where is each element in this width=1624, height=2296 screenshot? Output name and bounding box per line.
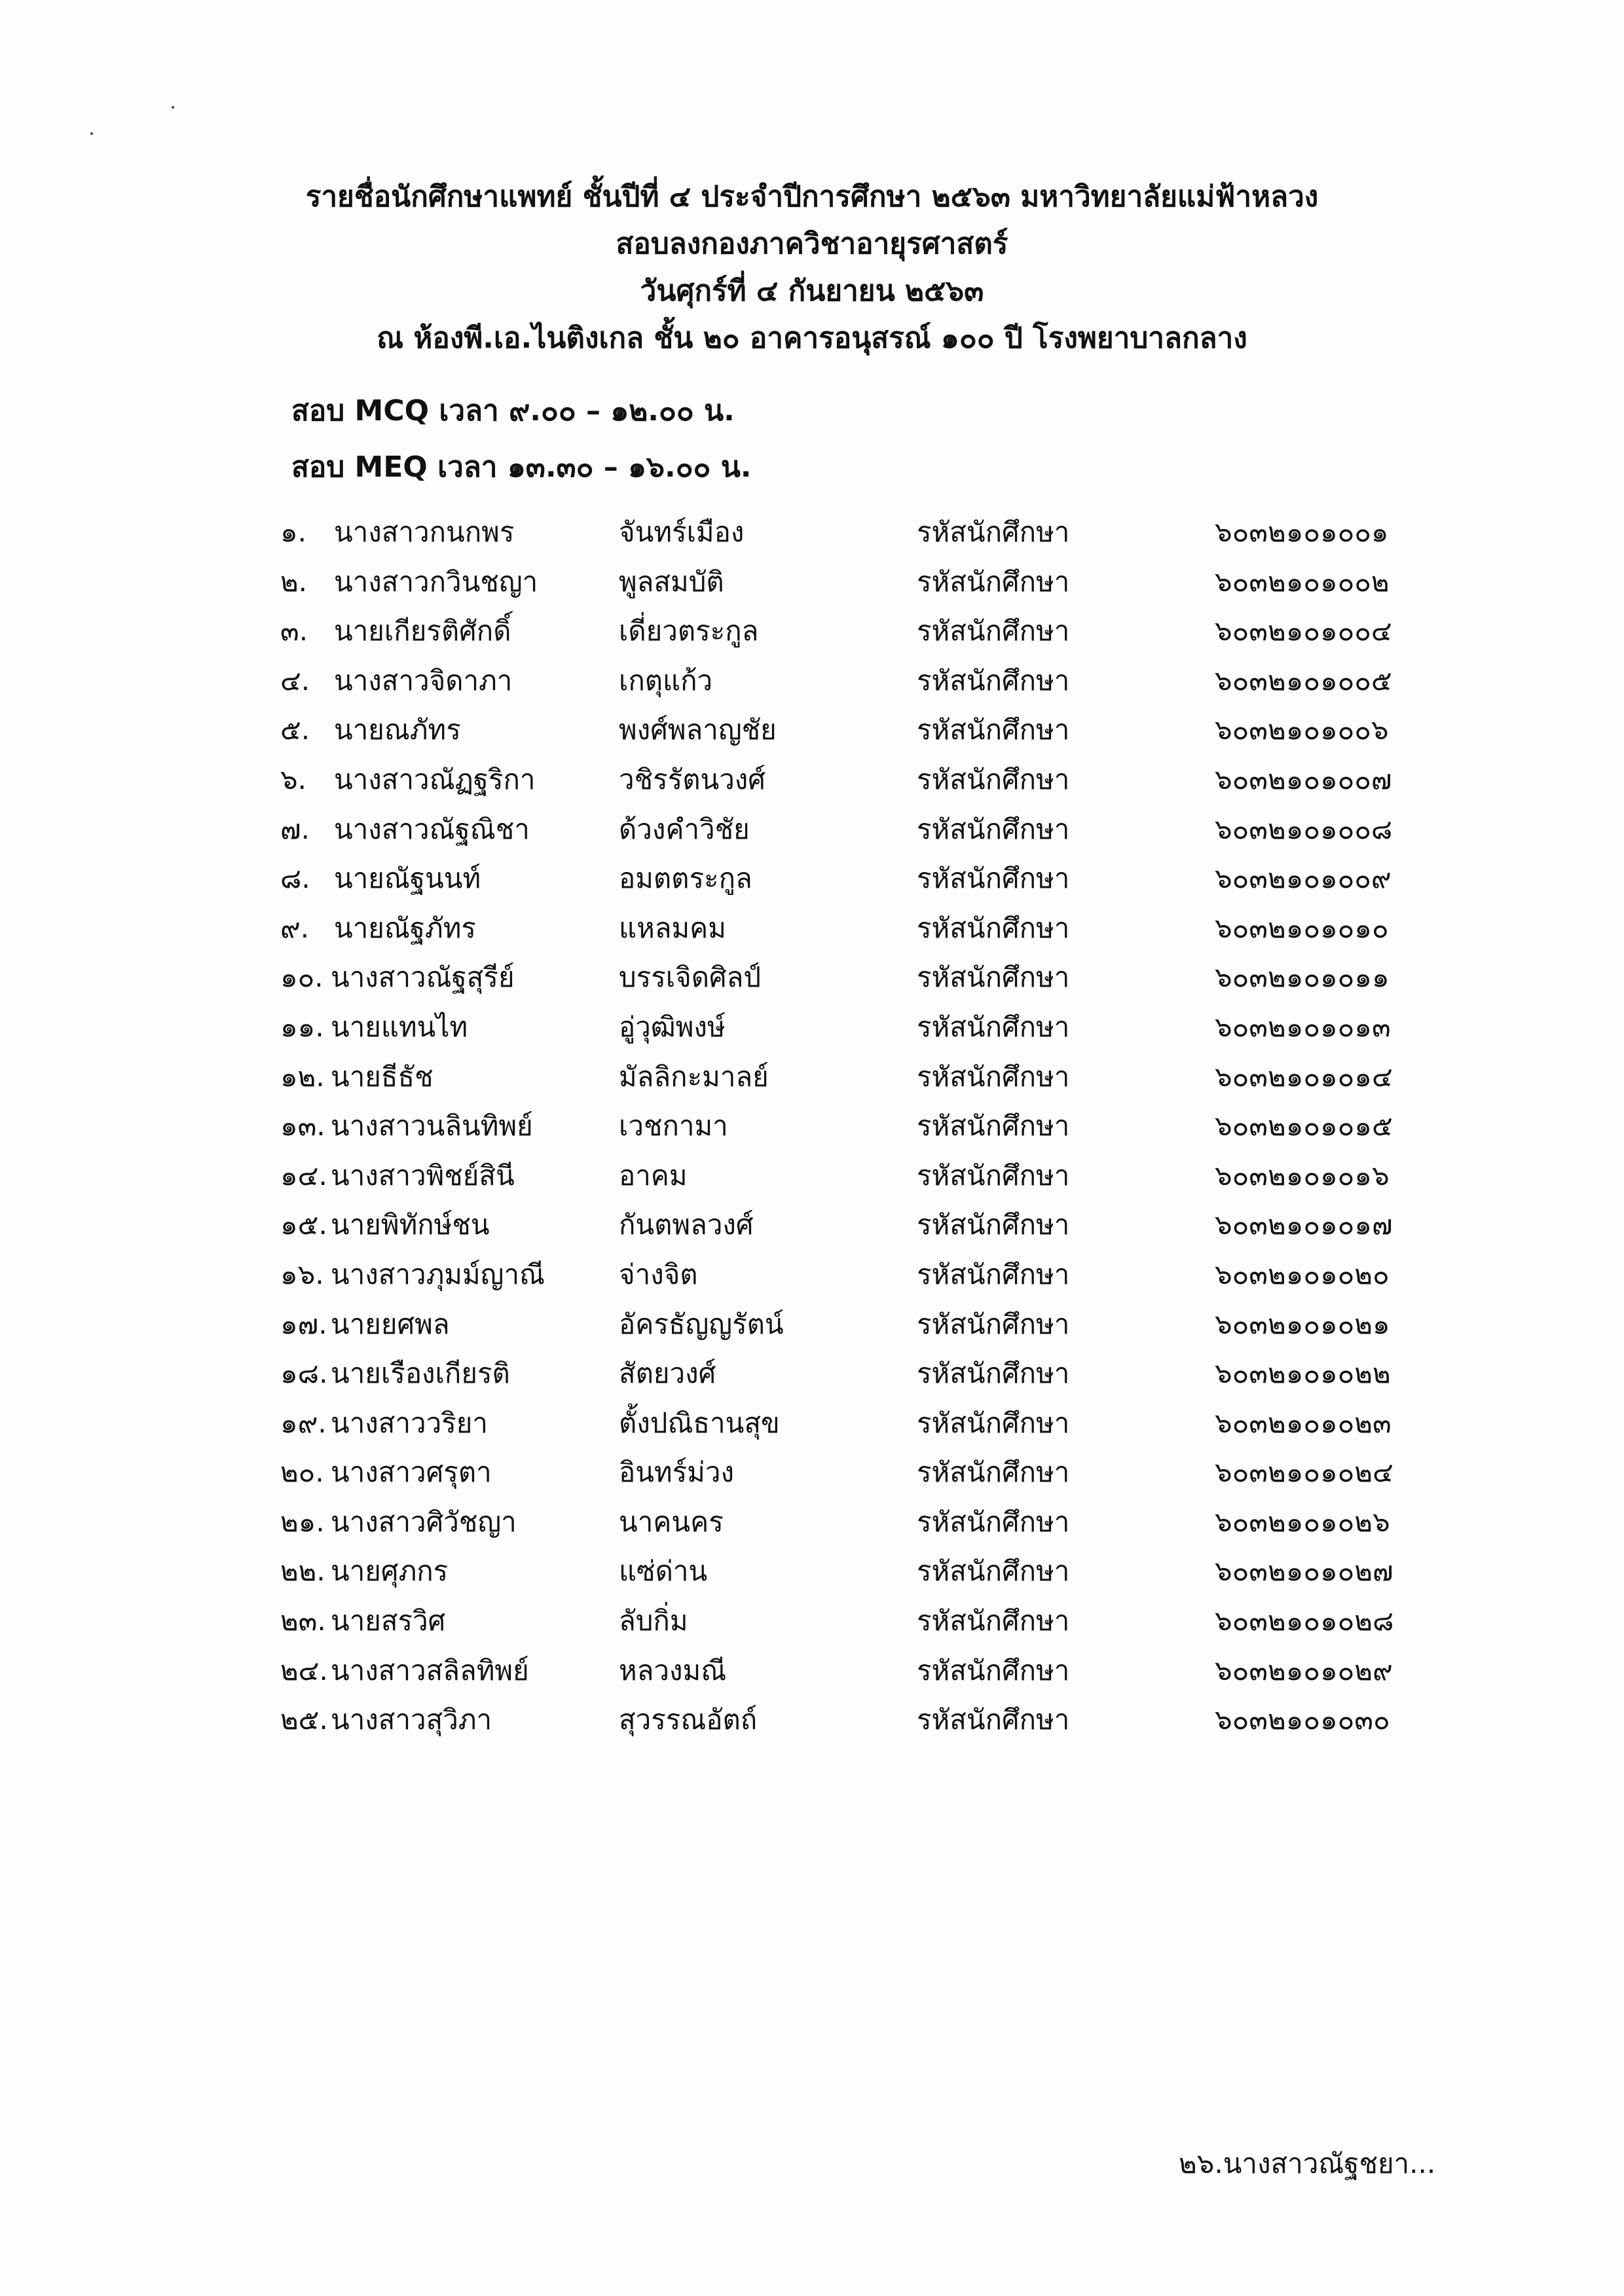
row-number: ๑๓.: [280, 1110, 325, 1142]
student-first-name: นางสาวกวินชญา: [334, 565, 538, 598]
row-number: ๑๗.: [280, 1307, 327, 1340]
header-venue: ณ ห้องพี.เอ.ไนติงเกล ชั้น ๒๐ อาคารอนุสรณ์ ๑๐๐ ปี โรงพยาบาลกลาง: [377, 321, 1247, 355]
student-first-name: นางสาวจิดาภา: [334, 664, 513, 697]
scan-speck: [90, 132, 93, 135]
student-last-name: อู่วุฒิพงษ์: [619, 1010, 726, 1043]
roster-row: [0, 1300, 1624, 1349]
roster-row: [0, 507, 1624, 557]
student-last-name: วชิรรัตนวงศ์: [619, 763, 766, 795]
student-id-label: รหัสนักศึกษา: [917, 565, 1070, 598]
student-last-name: เวชกามา: [619, 1110, 728, 1142]
student-first-name: นายธีธัช: [331, 1060, 434, 1093]
student-id: ๖๐๓๒๑๐๑๐๐๔: [1215, 615, 1392, 647]
student-first-name: นางสาวณัฐสุรีย์: [331, 961, 515, 994]
student-last-name: อมตตระกูล: [619, 862, 752, 895]
student-last-name: สุวรรณอัตถ์: [619, 1704, 758, 1736]
student-id: ๖๐๓๒๑๐๑๐๑๐: [1215, 911, 1389, 944]
roster-row: [0, 1101, 1624, 1151]
student-first-name: นางสาวกนกพร: [334, 516, 515, 548]
header-date: วันศุกร์ที่ ๔ กันยายน ๒๕๖๓: [640, 274, 984, 308]
student-last-name: อาคม: [619, 1159, 688, 1192]
row-number: ๒๐.: [280, 1456, 324, 1489]
student-first-name: นายพิทักษ์ชน: [331, 1209, 490, 1241]
row-number: ๑๒.: [280, 1060, 325, 1093]
student-id-label: รหัสนักศึกษา: [917, 911, 1070, 944]
row-number: ๒๓.: [280, 1605, 326, 1637]
student-first-name: นายสรวิศ: [331, 1605, 446, 1637]
student-id: ๖๐๓๒๑๐๑๐๒๓: [1215, 1406, 1392, 1439]
student-first-name: นางสาวสลิลทิพย์: [331, 1654, 529, 1686]
row-number: ๑๔.: [280, 1159, 327, 1192]
student-id: ๖๐๓๒๑๐๑๐๑๖: [1215, 1159, 1390, 1192]
student-id: ๖๐๓๒๑๐๑๐๒๗: [1215, 1555, 1393, 1588]
student-last-name: อินทร์ม่วง: [619, 1456, 734, 1489]
header-department: สอบลงกองภาควิชาอายุรศาสตร์: [616, 227, 1008, 261]
row-number: ๑๙.: [280, 1406, 327, 1439]
roster-row: [0, 1596, 1624, 1646]
student-id-label: รหัสนักศึกษา: [917, 714, 1070, 746]
student-id: ๖๐๓๒๑๐๑๐๓๐: [1215, 1704, 1390, 1736]
student-first-name: นางสาวณัฏฐริกา: [334, 763, 536, 795]
roster-row: [0, 557, 1624, 607]
row-number: ๒๕.: [280, 1704, 328, 1736]
student-last-name: ด้วงคำวิชัย: [619, 812, 750, 845]
student-id-label: รหัสนักศึกษา: [917, 1159, 1070, 1192]
student-id: ๖๐๓๒๑๐๑๐๒๙: [1215, 1654, 1393, 1686]
student-first-name: นายเรืองเกียรติ: [331, 1357, 510, 1390]
student-id-label: รหัสนักศึกษา: [917, 1406, 1070, 1439]
roster-row: [0, 755, 1624, 805]
student-id: ๖๐๓๒๑๐๑๐๐๕: [1215, 664, 1392, 697]
student-last-name: ตั้งปณิธานสุข: [619, 1406, 780, 1439]
roster-row: [0, 1349, 1624, 1398]
student-last-name: มัลลิกะมาลย์: [619, 1060, 769, 1093]
roster-row: [0, 1398, 1624, 1448]
roster-row: [0, 1695, 1624, 1745]
row-number: ๖.: [280, 763, 307, 795]
student-first-name: นางสาวพิชย์สินี: [331, 1159, 515, 1192]
student-first-name: นางสาวณัฐณิชา: [334, 812, 530, 845]
roster-row: [0, 705, 1624, 755]
student-id-label: รหัสนักศึกษา: [917, 862, 1070, 895]
student-first-name: นางสาวศิวัชญา: [331, 1505, 517, 1538]
student-id: ๖๐๓๒๑๐๑๐๑๑: [1215, 961, 1390, 994]
student-last-name: หลวงมณี: [619, 1654, 727, 1686]
schedule-meq: สอบ MEQ เวลา ๑๓.๓๐ – ๑๖.๐๐ น.: [291, 450, 752, 484]
student-first-name: นางสาวศรุตา: [331, 1456, 492, 1489]
student-id-label: รหัสนักศึกษา: [917, 664, 1070, 697]
student-id-label: รหัสนักศึกษา: [917, 1209, 1070, 1241]
roster-row: [0, 1448, 1624, 1497]
student-id-label: รหัสนักศึกษา: [917, 1357, 1070, 1390]
student-id: ๖๐๓๒๑๐๑๐๒๘: [1215, 1605, 1394, 1637]
roster-row: [0, 953, 1624, 1002]
student-id: ๖๐๓๒๑๐๑๐๐๑: [1215, 516, 1389, 548]
row-number: ๒๒.: [280, 1555, 325, 1588]
roster-row: [0, 1497, 1624, 1547]
student-last-name: แหลมคม: [619, 911, 726, 944]
student-first-name: นายณภัทร: [334, 714, 461, 746]
roster-row: [0, 1002, 1624, 1052]
student-id-label: รหัสนักศึกษา: [917, 615, 1070, 647]
student-last-name: แซ่ด่าน: [619, 1555, 708, 1588]
row-number: ๒๔.: [280, 1654, 328, 1686]
row-number: ๘.: [280, 862, 310, 895]
row-number: ๒.: [280, 565, 308, 598]
student-id-label: รหัสนักศึกษา: [917, 1258, 1070, 1290]
student-id-label: รหัสนักศึกษา: [917, 961, 1070, 994]
header-title: รายชื่อนักศึกษาแพทย์ ชั้นปีที่ ๔ ประจำปีการศึกษา ๒๕๖๓ มหาวิทยาลัยแม่ฟ้าหลวง: [305, 180, 1319, 213]
student-id-label: รหัสนักศึกษา: [917, 1654, 1070, 1686]
student-id-label: รหัสนักศึกษา: [917, 812, 1070, 845]
student-id: ๖๐๓๒๑๐๑๐๐๘: [1215, 812, 1393, 845]
roster-row: [0, 805, 1624, 854]
row-number: ๒๑.: [280, 1505, 325, 1538]
roster-row: [0, 1646, 1624, 1696]
row-number: ๕.: [280, 714, 310, 746]
roster-row: [0, 854, 1624, 903]
roster-row: [0, 606, 1624, 656]
student-id: ๖๐๓๒๑๐๑๐๒๑: [1215, 1307, 1390, 1340]
student-last-name: บรรเจิดศิลป์: [619, 961, 762, 994]
student-id: ๖๐๓๒๑๐๑๐๒๖: [1215, 1505, 1390, 1538]
schedule-mcq: สอบ MCQ เวลา ๙.๐๐ – ๑๒.๐๐ น.: [291, 394, 735, 428]
student-id-label: รหัสนักศึกษา: [917, 763, 1070, 795]
student-id-label: รหัสนักศึกษา: [917, 1060, 1070, 1093]
student-last-name: พงศ์พลาญชัย: [619, 714, 777, 746]
row-number: ๗.: [280, 812, 310, 845]
student-id: ๖๐๓๒๑๐๑๐๐๒: [1215, 565, 1390, 598]
student-first-name: นางสาวสุวิภา: [331, 1704, 492, 1736]
student-id-label: รหัสนักศึกษา: [917, 1605, 1070, 1637]
student-first-name: นายยศพล: [331, 1307, 450, 1340]
student-last-name: อัครธัญญรัตน์: [619, 1307, 784, 1340]
row-number: ๑.: [280, 516, 307, 548]
roster-row: [0, 1052, 1624, 1102]
student-last-name: จ่างจิต: [619, 1258, 698, 1290]
student-id: ๖๐๓๒๑๐๑๐๑๕: [1215, 1110, 1393, 1142]
student-id: ๖๐๓๒๑๐๑๐๑๔: [1215, 1060, 1393, 1093]
student-id: ๖๐๓๒๑๐๑๐๒๒: [1215, 1357, 1391, 1390]
student-id: ๖๐๓๒๑๐๑๐๐๖: [1215, 714, 1389, 746]
student-last-name: สัตยวงศ์: [619, 1357, 716, 1390]
exam-schedule: [291, 383, 1274, 496]
student-first-name: นายเกียรติศักดิ์: [334, 615, 511, 647]
student-id: ๖๐๓๒๑๐๑๐๒๔: [1215, 1456, 1393, 1489]
student-id-label: รหัสนักศึกษา: [917, 1505, 1070, 1538]
student-id: ๖๐๓๒๑๐๑๐๐๗: [1215, 763, 1392, 795]
student-first-name: นายศุภกร: [331, 1555, 449, 1588]
student-id-label: รหัสนักศึกษา: [917, 1555, 1070, 1588]
student-id-label: รหัสนักศึกษา: [917, 1704, 1070, 1736]
row-number: ๔.: [280, 664, 310, 697]
roster-row: [0, 656, 1624, 706]
document-header: [0, 173, 1624, 362]
roster-row: [0, 1151, 1624, 1201]
student-id: ๖๐๓๒๑๐๑๐๑๓: [1215, 1010, 1391, 1043]
scan-speck: [172, 106, 174, 109]
student-id-label: รหัสนักศึกษา: [917, 1456, 1070, 1489]
student-first-name: นางสาวภุมม์ญาณี: [331, 1258, 545, 1290]
continuation-note: ๒๖.นางสาวณัฐชยา...: [1179, 2147, 1436, 2179]
row-number: ๓.: [280, 615, 308, 647]
student-last-name: เกตุแก้ว: [619, 664, 713, 697]
student-id-label: รหัสนักศึกษา: [917, 1010, 1070, 1043]
row-number: ๙.: [280, 911, 310, 944]
row-number: ๑๘.: [280, 1357, 328, 1390]
student-first-name: นายแทนไท: [331, 1010, 468, 1043]
student-id: ๖๐๓๒๑๐๑๐๐๙: [1215, 862, 1392, 895]
student-first-name: นายณัฐภัทร: [334, 911, 476, 944]
student-id-label: รหัสนักศึกษา: [917, 1110, 1070, 1142]
student-id-label: รหัสนักศึกษา: [917, 1307, 1070, 1340]
student-last-name: กันตพลวงศ์: [619, 1209, 754, 1241]
roster-row: [0, 1200, 1624, 1250]
student-first-name: นางสาววริยา: [331, 1406, 488, 1439]
student-last-name: นาคนคร: [619, 1505, 724, 1538]
student-id: ๖๐๓๒๑๐๑๐๑๗: [1215, 1209, 1393, 1241]
student-last-name: จันทร์เมือง: [619, 516, 745, 548]
row-number: ๑๑.: [280, 1010, 324, 1043]
row-number: ๑๖.: [280, 1258, 324, 1290]
student-last-name: พูลสมบัติ: [619, 565, 724, 598]
student-first-name: นายณัฐนนท์: [334, 862, 481, 895]
roster-row: [0, 903, 1624, 953]
student-last-name: เดี่ยวตระกูล: [619, 615, 759, 647]
student-id-label: รหัสนักศึกษา: [917, 516, 1070, 548]
student-id: ๖๐๓๒๑๐๑๐๒๐: [1215, 1258, 1390, 1290]
roster-row: [0, 1250, 1624, 1300]
row-number: ๑๐.: [280, 961, 323, 994]
roster-row: [0, 1546, 1624, 1596]
student-last-name: ลับกิ่ม: [619, 1605, 688, 1637]
student-roster: [0, 507, 1624, 1745]
row-number: ๑๕.: [280, 1209, 327, 1241]
student-first-name: นางสาวนลินทิพย์: [331, 1110, 533, 1142]
